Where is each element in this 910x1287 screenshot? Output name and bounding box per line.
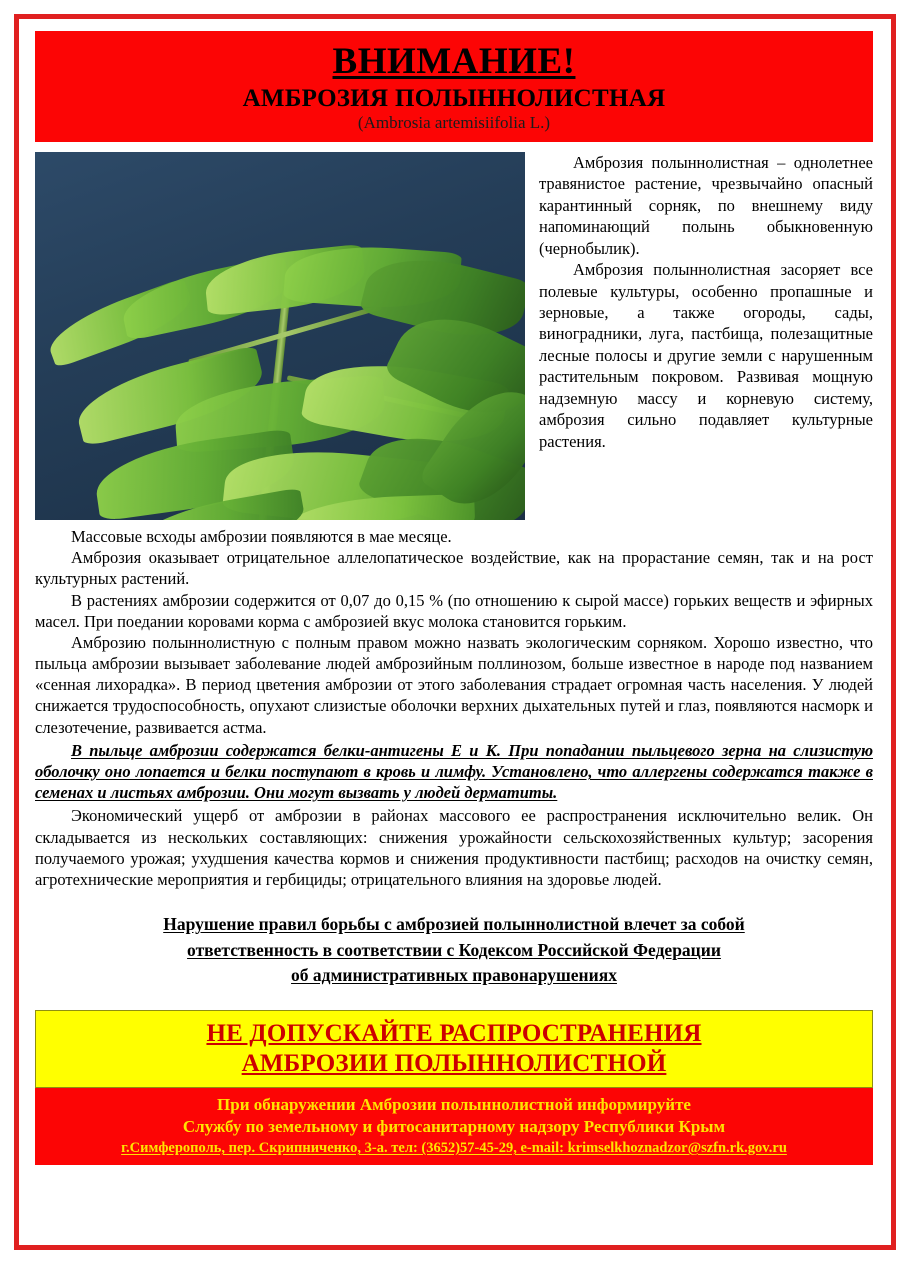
intro-paragraph-2: Амброзия полыннолистная засоряет все полевые культуры, особенно пропашные и зерновые, а также огороды, сады, виноградники, луга, пастбища, полезащитные лесные полосы и другие земли с нарушенным растительным покровом. Развивая мощную надземную массу и корневую систему, амброзия сильно подавляет культурные растения.: [539, 260, 873, 451]
footer-line-2: Службу по земельному и фитосанитарному надзору Республики Крым: [182, 1116, 726, 1136]
legal-warning: [69, 912, 840, 988]
legal-warning-line-3: [69, 963, 840, 988]
poster-content: [35, 31, 873, 1239]
footer-contact-info: г.Симферополь, пер. Скрипниченко, 3-а. тел: (3652)57-45-29, e-mail: krimselkhoznadzor@szfn.rk.gov.ru: [121, 1139, 787, 1156]
body-paragraph-6: Экономический ущерб от амброзии в районах массового ее распространения исключительно велик. Он складывается из нескольких составляющих: снижения урожайности сельскохозяйственных культур; засорения получаемого урожая; ухудшения качества кормов и снижения продуктивности пастбищ; расходов на очистку семян, агротехнические мероприятия и гербициды; отрицательного влияния на здоровье людей.: [35, 806, 873, 889]
header-banner: [35, 31, 873, 142]
legal-warning-line-1: [69, 912, 840, 937]
legal-warning-text-1: Нарушение правил борьбы с амброзией полыннолистной влечет за собой: [163, 914, 745, 935]
body-paragraph-1: Массовые всходы амброзии появляются в мае месяце.: [71, 526, 452, 546]
body-paragraph-4: Амброзию полыннолистную с полным правом можно назвать экологическим сорняком. Хорошо известно, что пыльца амброзии вызывает заболевание людей амброзийным поллинозом, больше известное в народе под названием «сенная лихорадка». В период цветения амброзии от этого заболевания страдает огромная часть населения. У людей снижается трудоспособность, опухают слизистые оболочки верхних дыхательных путей и глаз, появляются насморк и слезотечение, развивается астма.: [35, 632, 873, 737]
plant-photo: [35, 152, 525, 520]
header-subtitle: АМБРОЗИЯ ПОЛЫННОЛИСТНАЯ: [242, 84, 666, 112]
footer-banner: [35, 1088, 873, 1165]
cta-line-2: АМБРОЗИИ ПОЛЫННОЛИСТНОЙ: [241, 1050, 667, 1078]
legal-warning-line-2: [69, 938, 840, 963]
cta-banner: [35, 1010, 873, 1088]
intro-paragraph-1: Амброзия полыннолистная – однолетнее травянистое растение, чрезвычайно опасный карантинный сорняк, по внешнему виду напоминающий полынь обыкновенную (чернобылик).: [539, 152, 873, 258]
body-text: [35, 526, 873, 890]
body-paragraph-allergen-emphasis: В пыльце амброзии содержатся белки-антигены Е и К. При попадании пыльцевого зерна на слизистую оболочку оно лопается и белки поступают в кровь и лимфу. Установлено, что аллергены содержатся также в семенах и листьях амброзии. Они могут вызвать у людей дерматиты.: [35, 740, 873, 803]
body-paragraph-2: Амброзия оказывает отрицательное аллелопатическое воздействие, как на прорастание семян, так и на рост культурных растений.: [35, 548, 873, 589]
cta-line-1: НЕ ДОПУСКАЙТЕ РАСПРОСТРАНЕНИЯ: [206, 1020, 702, 1048]
intro-block: [35, 152, 873, 524]
body-paragraph-3: В растениях амброзии содержится от 0,07 до 0,15 % (по отношению к сырой массе) горьких веществ и эфирных масел. При поедании коровами корма с амброзией вкус молока становится горьким.: [35, 590, 873, 631]
poster-frame: [14, 14, 896, 1250]
footer-line-1: При обнаружении Амброзии полыннолистной информируйте: [217, 1095, 691, 1115]
legal-warning-text-3: об административных правонарушениях: [291, 964, 617, 985]
legal-warning-text-2: ответственность в соответствии с Кодексом Российской Федерации: [187, 939, 721, 960]
header-latin-name: (Ambrosia artemisiifolia L.): [357, 113, 551, 133]
page-title: ВНИМАНИЕ!: [332, 41, 576, 82]
